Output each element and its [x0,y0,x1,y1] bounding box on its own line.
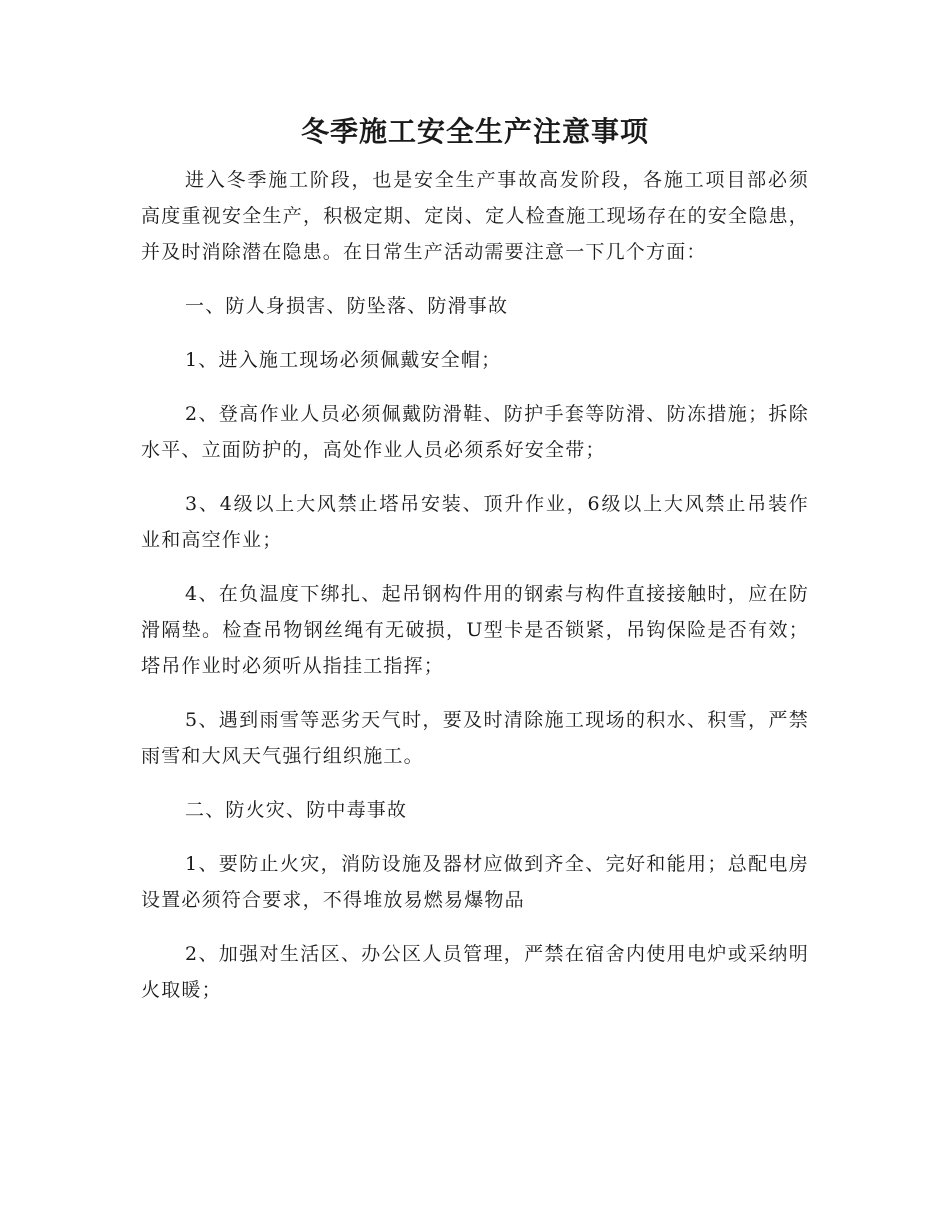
list-item: 1、要防止火灾，消防设施及器材应做到齐全、完好和能用；总配电房设置必须符合要求，不得堆放易燃易爆物品 [141,853,809,911]
list-item: 1、进入施工现场必须佩戴安全帽； [185,349,502,371]
list-item: 5、遇到雨雪等恶劣天气时，要及时清除施工现场的积水、积雪，严禁雨雪和大风天气强行组织施工。 [141,709,809,767]
document-title: 冬季施工安全生产注意事项 [300,115,649,148]
list-item: 2、登高作业人员必须佩戴防滑鞋、防护手套等防滑、防冻措施；拆除水平、立面防护的，高处作业人员必须系好安全带； [141,403,809,461]
list-item: 2、加强对生活区、办公区人员管理，严禁在宿舍内使用电炉或采纳明火取暖； [141,943,809,1001]
list-item: 4、在负温度下绑扎、起吊钢构件用的钢索与构件直接接触时，应在防滑隔垫。检查吊物钢丝绳有无破损，U型卡是否锁紧，吊钩保险是否有效；塔吊作业时必须听从指挂工指挥； [141,583,809,677]
document-body [141,162,809,1026]
section-heading-2: 二、防火灾、防中毒事故 [185,799,408,821]
intro-paragraph: 进入冬季施工阶段，也是安全生产事故高发阶段，各施工项目部必须高度重视安全生产，积极定期、定岗、定人检查施工现场存在的安全隐患，并及时消除潜在隐患。在日常生产活动需要注意一下几个方面： [141,169,809,263]
list-item: 3、4级以上大风禁止塔吊安装、顶升作业，6级以上大风禁止吊装作业和高空作业； [141,493,809,551]
section-heading-1: 一、防人身损害、防坠落、防滑事故 [185,295,509,317]
